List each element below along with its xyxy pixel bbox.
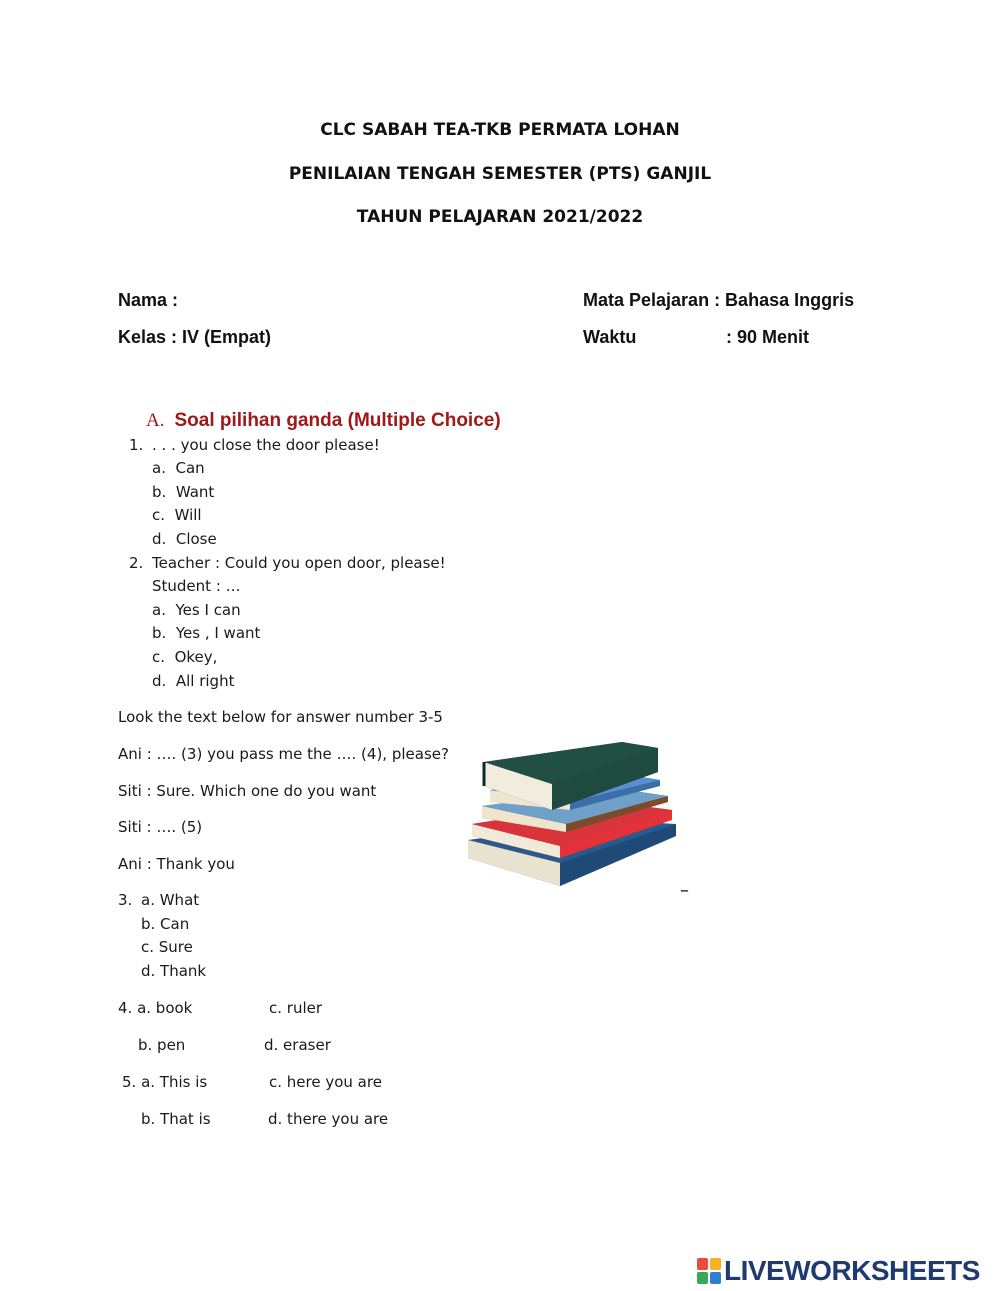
passage-line: Siti : Sure. Which one do you want (118, 782, 377, 800)
option-text: All right (175, 672, 235, 690)
option-key: a. (152, 601, 166, 619)
q1-option-d[interactable] (152, 530, 217, 548)
q2-option-d[interactable] (152, 672, 234, 690)
option-text: Can (175, 459, 205, 477)
q5-option-b[interactable]: b. That is (141, 1110, 211, 1128)
liveworksheets-wordmark: LIVEWORKSHEETS (724, 1255, 980, 1286)
option-text: Close (175, 530, 217, 548)
liveworksheets-logo (697, 1254, 980, 1288)
stray-dash: – (680, 880, 689, 901)
q1-option-b[interactable] (152, 483, 214, 501)
q4-option-a[interactable]: 4. a. book (118, 999, 193, 1017)
q2-option-b[interactable] (152, 624, 260, 642)
question-1-text: . . . you close the door please! (152, 436, 380, 454)
question-2-student: Student : … (152, 577, 241, 595)
q5-option-d[interactable]: d. there you are (268, 1110, 389, 1128)
exam-title: PENILAIAN TENGAH SEMESTER (PTS) GANJIL (288, 164, 712, 184)
passage-line: Siti : …. (5) (118, 818, 203, 836)
option-key: b. (152, 624, 167, 642)
question-2-text: Teacher : Could you open door, please! (152, 554, 446, 572)
stack-of-books-image (462, 728, 682, 890)
q3-option-c[interactable]: c. Sure (141, 938, 193, 956)
q1-option-c[interactable] (152, 506, 202, 524)
option-text: Yes , I want (175, 624, 261, 642)
q4-option-c[interactable]: c. ruler (269, 999, 323, 1017)
q4-option-d[interactable]: d. eraser (264, 1036, 331, 1054)
option-key: b. (152, 483, 167, 501)
q4-option-b[interactable]: b. pen (138, 1036, 186, 1054)
academic-year: TAHUN PELAJARAN 2021/2022 (356, 207, 644, 227)
option-key: a. (152, 459, 166, 477)
q3-option-d[interactable]: d. Thank (141, 962, 207, 980)
option-text: Want (175, 483, 215, 501)
passage-line: Ani : …. (3) you pass me the …. (4), please? (118, 745, 449, 763)
question-1-number: 1. (129, 436, 144, 454)
q1-option-a[interactable] (152, 459, 205, 477)
time-value: : 90 Menit (726, 327, 810, 347)
passage-line: Ani : Thank you (118, 855, 235, 873)
option-text: Yes I can (175, 601, 241, 619)
option-text: Will (174, 506, 202, 524)
q2-option-a[interactable] (152, 601, 241, 619)
option-text: Okey, (174, 648, 218, 666)
question-2-number: 2. (129, 554, 144, 572)
q3-option-b[interactable]: b. Can (141, 915, 190, 933)
section-a-heading (146, 410, 501, 432)
q3-option-a[interactable]: a. What (141, 891, 200, 909)
q5-option-c[interactable]: c. here you are (269, 1073, 382, 1091)
option-key: d. (152, 530, 167, 548)
option-key: c. (152, 506, 166, 524)
option-key: c. (152, 648, 166, 666)
subject-label: Mata Pelajaran : Bahasa Inggris (583, 290, 855, 310)
q2-option-c[interactable] (152, 648, 217, 666)
option-key: d. (152, 672, 167, 690)
section-title: Soal pilihan ganda (Multiple Choice) (174, 410, 501, 431)
passage-intro: Look the text below for answer number 3-5 (118, 708, 443, 726)
school-title: CLC SABAH TEA-TKB PERMATA LOHAN (320, 120, 680, 140)
name-field-label: Nama : (118, 290, 179, 310)
question-3-number: 3. (118, 891, 133, 909)
liveworksheets-icon (697, 1258, 721, 1284)
class-label: Kelas : IV (Empat) (118, 327, 272, 347)
section-letter: A. (146, 410, 165, 431)
time-label: Waktu (583, 327, 637, 347)
q5-option-a[interactable]: 5. a. This is (122, 1073, 208, 1091)
